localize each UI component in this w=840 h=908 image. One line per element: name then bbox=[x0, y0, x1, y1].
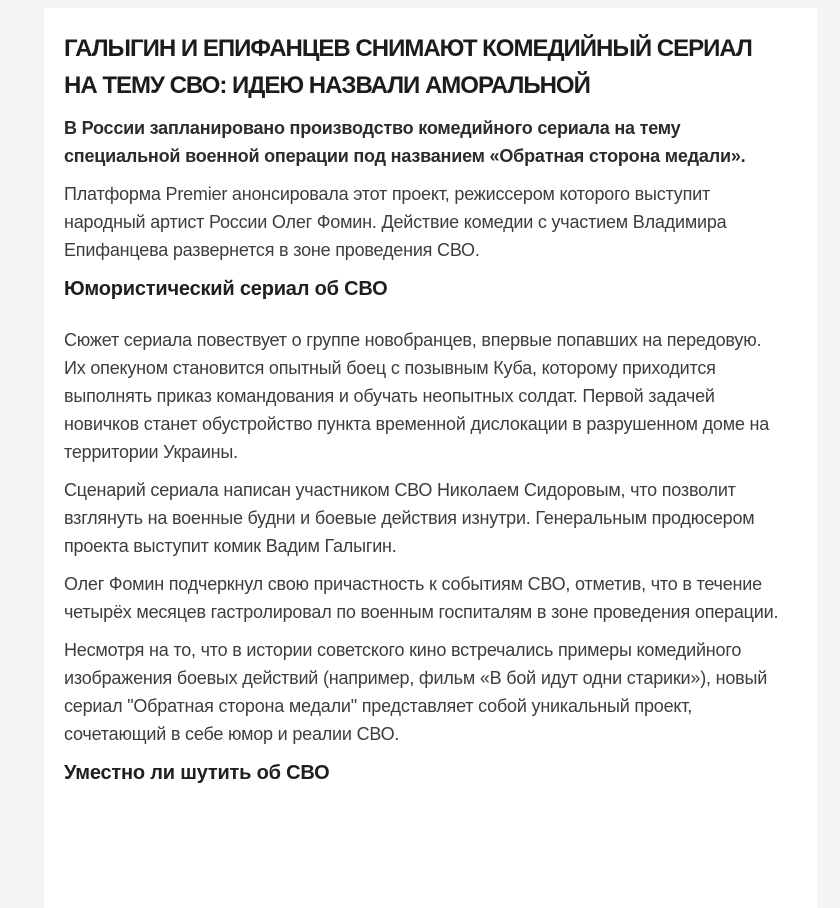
article-paragraph-fomin: Олег Фомин подчеркнул свою причастность к событиям СВО, отметив, что в течение четырёх месяцев гастролировал по военным госпиталям в зоне проведения операции. bbox=[64, 574, 779, 622]
section-heading-humor-series: Юмористический сериал об СВО bbox=[64, 278, 388, 300]
article-lead: В России запланировано производство комедийного сериала на тему специальной военной операции под названием «Обратная сторона медали». bbox=[64, 118, 746, 166]
article-intro-paragraph: Платформа Premier анонсировала этот проект, режиссером которого выступит народный артист России Олег Фомин. Действие комедии с участием Владимира Епифанцева развернется в зоне проведения СВО. bbox=[64, 184, 727, 260]
article-paragraph-scriptwriter: Сценарий сериала написан участником СВО Николаем Сидоровым, что позволит взглянуть на военные будни и боевые действия изнутри. Генеральным продюсером проекта выступит комик Вадим Галыгин. bbox=[64, 480, 755, 556]
section-heading-is-it-appropriate: Уместно ли шутить об СВО bbox=[64, 762, 330, 784]
article-paragraph-plot: Сюжет сериала повествует о группе новобранцев, впервые попавших на передовую. Их опекуном становится опытный боец с позывным Куба, которому приходится выполнять приказ командования и обучать неопытных солдат. Первой задачей новичков станет обустройство пункта временной дислокации в разрушенном доме на территории Украины. bbox=[64, 330, 770, 462]
article-paragraph-soviet-cinema: Несмотря на то, что в истории советского кино встречались примеры комедийного изображения боевых действий (например, фильм «В бой идут одни старики»), новый сериал "Обратная сторона медали" представляет собой уникальный проект, сочетающий в себе юмор и реалии СВО. bbox=[64, 640, 768, 744]
article bbox=[64, 30, 785, 786]
article-page bbox=[44, 8, 817, 908]
article-title: ГАЛЫГИН И ЕПИФАНЦЕВ СНИМАЮТ КОМЕДИЙНЫЙ СЕРИАЛ НА ТЕМУ СВО: ИДЕЮ НАЗВАЛИ АМОРАЛЬНОЙ bbox=[64, 35, 752, 99]
